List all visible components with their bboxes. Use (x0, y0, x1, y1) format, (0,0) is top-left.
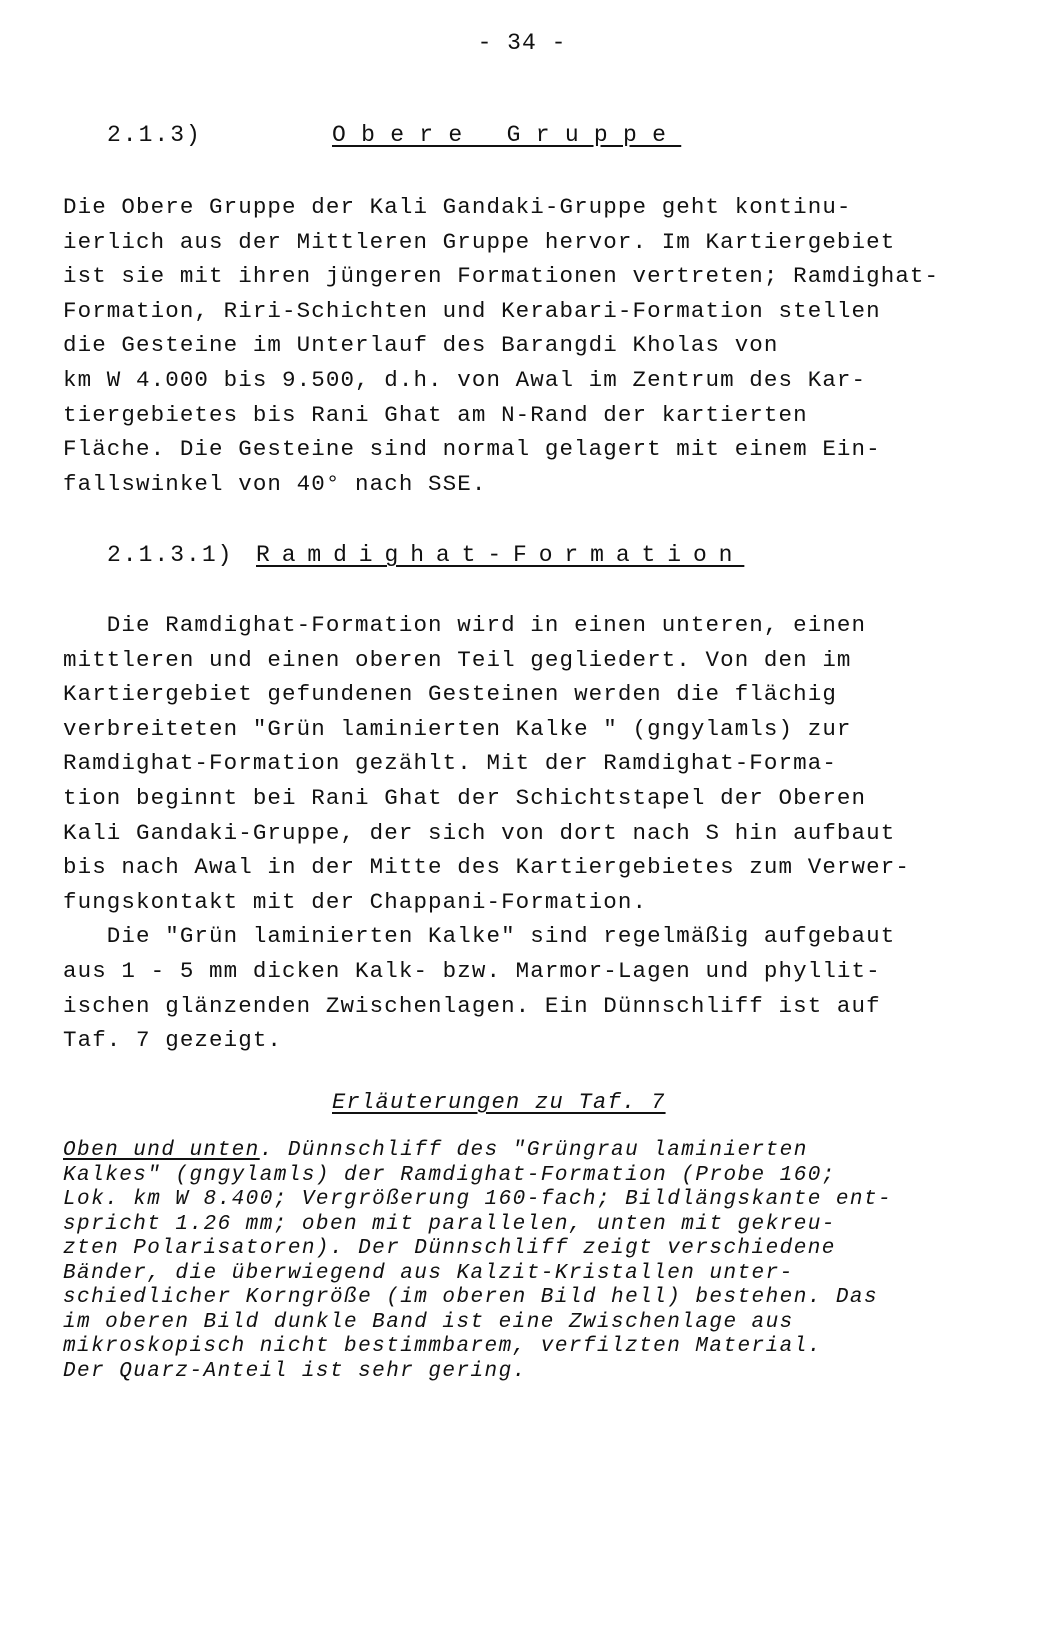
paragraph-ramdighat-formation (63, 608, 983, 1058)
text-line: Kartiergebiet gefundenen Gesteinen werden die flächig (63, 681, 837, 708)
text-line: tiergebietes bis Rani Ghat am N-Rand der kartierten (63, 401, 808, 428)
text-line: Die Obere Gruppe der Kali Gandaki-Gruppe geht kontinu- (63, 194, 852, 220)
caption-lead: Oben und unten (63, 1139, 260, 1162)
section-heading-ramdighat-formation (107, 542, 744, 568)
text-line: ischen glänzenden Zwischenlagen. Ein Dünnschliff ist auf (63, 992, 881, 1019)
text-line: Taf. 7 gezeigt. (63, 1027, 283, 1054)
section-number: 2.1.3) (107, 122, 202, 148)
text-line: mittleren und einen oberen Teil gegliedert. Von den im (63, 646, 852, 673)
text-line: Die "Grün laminierten Kalke" sind regelmäßig aufgebaut (63, 923, 896, 950)
paragraph-obere-gruppe (63, 190, 983, 501)
text-line: fungskontakt mit der Chappani-Formation. (63, 888, 648, 915)
text-line: ierlich aus der Mittleren Gruppe hervor. Im Kartiergebiet (63, 228, 896, 255)
caption-line: spricht 1.26 mm; oben mit parallelen, unten mit gekreu- (63, 1212, 836, 1236)
section-number: 2.1.3.1) (107, 542, 234, 568)
caption-line: schiedlicher Korngröße (im oberen Bild hell) bestehen. Das (63, 1286, 879, 1309)
section-heading-obere-gruppe (107, 122, 681, 148)
text-line: Kali Gandaki-Gruppe, der sich von dort nach S hin aufbaut (63, 819, 896, 846)
text-line: km W 4.000 bis 9.500, d.h. von Awal im Zentrum des Kar- (63, 366, 867, 393)
plate-caption (63, 1139, 993, 1384)
text-line: bis nach Awal in der Mitte des Kartiergebietes zum Verwer- (63, 854, 910, 881)
caption-heading: Erläuterungen zu Taf. 7 (332, 1090, 666, 1115)
caption-line (63, 1139, 993, 1164)
text-line: ist sie mit ihren jüngeren Formationen vertreten; Ramdighat- (63, 263, 940, 290)
text-line: aus 1 - 5 mm dicken Kalk- bzw. Marmor-Lagen und phyllit- (63, 957, 881, 984)
text-line: verbreiteten "Grün laminierten Kalke " (gngylamls) zur (63, 715, 852, 742)
caption-line: Bänder, die überwiegend aus Kalzit-Kristallen unter- (63, 1261, 794, 1285)
text-line: Fläche. Die Gesteine sind normal gelagert mit einem Ein- (63, 436, 881, 463)
caption-line-text: . Dünnschliff des "Grüngrau laminierten (259, 1139, 808, 1162)
text-line: Die Ramdighat-Formation wird in einen unteren, einen (63, 612, 867, 638)
page-number: - 34 - (477, 30, 567, 56)
text-line: tion beginnt bei Rani Ghat der Schichtstapel der Oberen (63, 784, 867, 811)
caption-line: im oberen Bild dunkle Band ist eine Zwischenlage aus (63, 1310, 794, 1334)
caption-line: Der Quarz-Anteil ist sehr gering. (63, 1359, 527, 1383)
text-line: die Gesteine im Unterlauf des Barangdi Kholas von (63, 332, 779, 359)
text-line: Formation, Riri-Schichten und Kerabari-Formation stellen (63, 297, 881, 324)
text-line: Ramdighat-Formation gezählt. Mit der Ramdighat-Forma- (63, 750, 837, 777)
caption-line: Kalkes" (gngylamls) der Ramdighat-Formation (Probe 160; (63, 1163, 836, 1187)
caption-line: mikroskopisch nicht bestimmbarem, verfilzten Material. (63, 1335, 822, 1358)
section-title: Obere Gruppe (332, 122, 682, 148)
section-title: Ramdighat-Formation (256, 542, 745, 568)
caption-line: Lok. km W 8.400; Vergrößerung 160-fach; Bildlängskante ent- (63, 1188, 893, 1211)
text-line: fallswinkel von 40° nach SSE. (63, 470, 487, 497)
caption-line: zten Polarisatoren). Der Dünnschliff zeigt verschiedene (63, 1237, 836, 1260)
